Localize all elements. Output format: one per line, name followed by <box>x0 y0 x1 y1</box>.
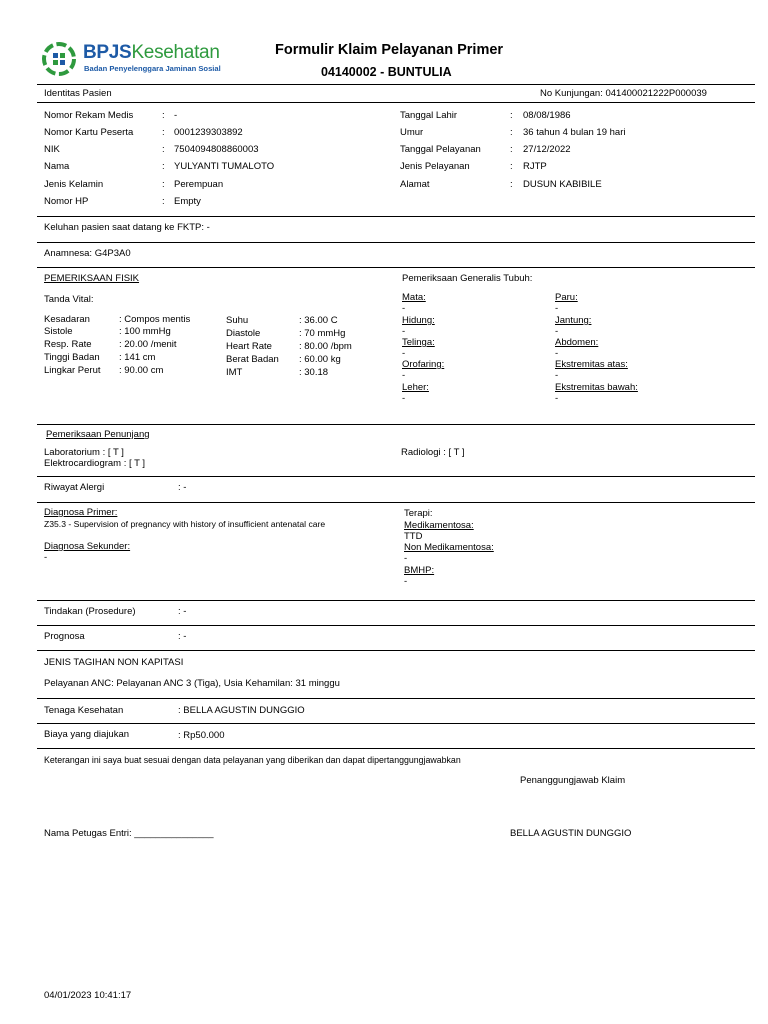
form-title: Formulir Klaim Pelayanan Primer <box>275 42 504 58</box>
field-value: Perempuan <box>174 179 224 190</box>
biaya-label: Biaya yang diajukan <box>44 729 130 740</box>
generalis-label: Telinga: <box>402 337 435 348</box>
tindakan-value: : - <box>178 606 187 617</box>
bmhp-label: BMHP: <box>404 565 435 576</box>
radiologi-text: Radiologi : [ T ] <box>401 447 465 458</box>
anamnesa-text: Anamnesa: G4P3A0 <box>44 248 131 259</box>
vital-label: Suhu <box>226 315 249 326</box>
generalis-label: Mata: <box>402 292 426 303</box>
tenaga-label: Tenaga Kesehatan <box>44 705 124 716</box>
ekg-text: Elektrocardiogram : [ T ] <box>44 458 146 469</box>
field-value: 27/12/2022 <box>523 144 571 155</box>
divider <box>37 723 755 724</box>
bpjs-emblem-icon <box>42 42 76 76</box>
field-value: RJTP <box>523 161 547 172</box>
generalis-title: Pemeriksaan Generalis Tubuh: <box>402 273 533 284</box>
vital-label: IMT <box>226 367 243 378</box>
divider <box>37 216 755 217</box>
field-colon: : <box>510 144 513 155</box>
terapi-label: Terapi: <box>404 508 433 519</box>
field-label: Nomor HP <box>44 196 89 207</box>
diagnosa-primer-value: Z35.3 - Supervision of pregnancy with history of insufficient antenatal care <box>44 519 326 529</box>
vital-label: Berat Badan <box>226 354 279 365</box>
generalis-label: Ekstremitas bawah: <box>555 382 638 393</box>
non-medikamentosa-value: - <box>404 553 408 564</box>
field-colon: : <box>162 110 165 121</box>
keluhan-text: Keluhan pasien saat datang ke FKTP: - <box>44 222 210 233</box>
generalis-label: Hidung: <box>402 315 435 326</box>
medikamentosa-label: Medikamentosa: <box>404 520 474 531</box>
field-label: Jenis Pelayanan <box>400 161 470 172</box>
alergi-value: : - <box>178 482 187 493</box>
alergi-label: Riwayat Alergi <box>44 482 105 493</box>
timestamp: 04/01/2023 10:41:17 <box>44 990 132 1001</box>
generalis-value: - <box>402 348 406 359</box>
logo-wordmark: BPJSKesehatan <box>83 42 220 63</box>
vital-label: Diastole <box>226 328 261 339</box>
field-colon: : <box>162 179 165 190</box>
field-value: DUSUN KABIBILE <box>523 179 602 190</box>
tagihan-title: JENIS TAGIHAN NON KAPITASI <box>44 657 184 668</box>
divider <box>37 102 755 103</box>
generalis-value: - <box>555 370 559 381</box>
field-label: Umur <box>400 127 424 138</box>
divider <box>37 650 755 651</box>
pemeriksaan-fisik-title: PEMERIKSAAN FISIK <box>44 273 140 284</box>
field-value: 7504094808860003 <box>174 144 259 155</box>
field-label: Tanggal Pelayanan <box>400 144 481 155</box>
diagnosa-primer-label: Diagnosa Primer: <box>44 507 118 518</box>
vital-value: : 70 mmHg <box>299 328 346 339</box>
divider <box>37 698 755 699</box>
tanda-vital-label: Tanda Vital: <box>44 294 94 305</box>
field-colon: : <box>162 161 165 172</box>
field-label: Nomor Kartu Peserta <box>44 127 134 138</box>
field-value: Empty <box>174 196 201 207</box>
vital-value: : 141 cm <box>119 352 156 363</box>
divider <box>37 625 755 626</box>
generalis-value: - <box>402 370 406 381</box>
biaya-value: : Rp50.000 <box>178 730 225 741</box>
generalis-value: - <box>555 393 559 404</box>
bmhp-value: - <box>404 576 408 587</box>
penunjang-title: Pemeriksaan Penunjang <box>46 429 150 440</box>
vital-value: : 20.00 /menit <box>119 339 177 350</box>
field-label: Tanggal Lahir <box>400 110 458 121</box>
statement-text: Keterangan ini saya buat sesuai dengan data pelayanan yang diberikan dan dapat dipertanggungjawabkan <box>44 755 461 765</box>
vital-label: Tinggi Badan <box>44 352 100 363</box>
field-value: YULYANTI TUMALOTO <box>174 161 275 172</box>
field-colon: : <box>510 110 513 121</box>
field-colon: : <box>510 127 513 138</box>
divider <box>37 84 755 85</box>
vital-label: Kesadaran <box>44 314 90 325</box>
diagnosa-sekunder-label: Diagnosa Sekunder: <box>44 541 131 552</box>
field-colon: : <box>162 127 165 138</box>
field-label: Alamat <box>400 179 430 190</box>
laboratorium-text: Laboratorium : [ T ] <box>44 447 124 458</box>
prognosa-label: Prognosa <box>44 631 85 642</box>
field-value: 0001239303892 <box>174 127 243 138</box>
vital-value: : 80.00 /bpm <box>299 341 352 352</box>
medikamentosa-value: TTD <box>404 531 423 542</box>
field-label: Nama <box>44 161 70 172</box>
vital-value: : Compos mentis <box>119 314 191 325</box>
generalis-label: Orofaring: <box>402 359 445 370</box>
vital-value: : 30.18 <box>299 367 329 378</box>
vital-value: : 90.00 cm <box>119 365 164 376</box>
generalis-value: - <box>402 303 406 314</box>
field-colon: : <box>510 161 513 172</box>
divider <box>37 502 755 503</box>
generalis-value: - <box>402 326 406 337</box>
field-colon: : <box>162 144 165 155</box>
field-colon: : <box>510 179 513 190</box>
divider <box>37 267 755 268</box>
vital-value: : 36.00 C <box>299 315 338 326</box>
generalis-label: Abdomen: <box>555 337 599 348</box>
field-label: NIK <box>44 144 60 155</box>
vital-label: Lingkar Perut <box>44 365 101 376</box>
generalis-label: Leher: <box>402 382 429 393</box>
divider <box>37 424 755 425</box>
generalis-value: - <box>555 303 559 314</box>
non-medikamentosa-label: Non Medikamentosa: <box>404 542 494 553</box>
tindakan-label: Tindakan (Prosedure) <box>44 606 136 617</box>
field-colon: : <box>162 196 165 207</box>
bpjs-logo <box>42 42 227 76</box>
vital-label: Heart Rate <box>226 341 272 352</box>
vital-value: : 60.00 kg <box>299 354 341 365</box>
generalis-label: Paru: <box>555 292 578 303</box>
divider <box>37 476 755 477</box>
divider <box>37 600 755 601</box>
prognosa-value: : - <box>178 631 187 642</box>
form-subtitle: 04140002 - BUNTULIA <box>321 65 452 79</box>
field-label: Jenis Kelamin <box>44 179 104 190</box>
petugas-entri: Nama Petugas Entri: _______________ <box>44 828 214 839</box>
logo-tagline: Badan Penyelenggara Jaminan Sosial <box>84 64 221 73</box>
generalis-label: Ekstremitas atas: <box>555 359 628 370</box>
divider <box>37 748 755 749</box>
vital-value: : 100 mmHg <box>119 326 171 337</box>
generalis-value: - <box>402 393 406 404</box>
no-kunjungan: No Kunjungan: 041400021222P000039 <box>540 88 707 99</box>
vital-label: Sistole <box>44 326 73 337</box>
field-label: Nomor Rekam Medis <box>44 110 134 121</box>
penanggung-label: Penanggungjawab Klaim <box>520 775 626 786</box>
generalis-value: - <box>555 348 559 359</box>
identitas-label: Identitas Pasien <box>44 88 112 99</box>
tenaga-value: : BELLA AGUSTIN DUNGGIO <box>178 705 305 716</box>
vital-label: Resp. Rate <box>44 339 92 350</box>
generalis-value: - <box>555 326 559 337</box>
field-value: - <box>174 110 178 121</box>
diagnosa-sekunder-value: - <box>44 552 48 563</box>
divider <box>37 242 755 243</box>
signer-name: BELLA AGUSTIN DUNGGIO <box>510 828 632 839</box>
tagihan-value: Pelayanan ANC: Pelayanan ANC 3 (Tiga), Usia Kehamilan: 31 minggu <box>44 678 340 689</box>
field-value: 08/08/1986 <box>523 110 571 121</box>
field-value: 36 tahun 4 bulan 19 hari <box>523 127 626 138</box>
generalis-label: Jantung: <box>555 315 592 326</box>
